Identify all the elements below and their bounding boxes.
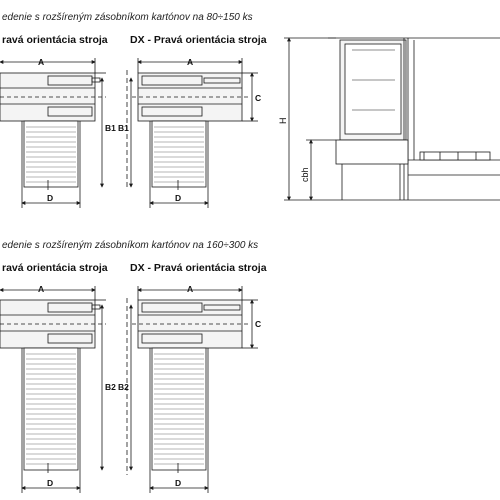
side-dim-cbh: cbh: [300, 167, 310, 182]
section-1-left-heading: ravá orientácia stroja: [2, 34, 108, 46]
section-2-left-heading: ravá orientácia stroja: [2, 262, 108, 274]
s2-left-dim-b2: B2: [105, 382, 116, 392]
s2-right-dim-a: A: [187, 284, 194, 294]
s2-right-dim-c: C: [255, 319, 262, 329]
section-2-right-heading: DX - Pravá orientácia stroja: [130, 262, 267, 274]
s1-right-dim-a: A: [187, 57, 194, 67]
section-2-caption: edenie s rozšíreným zásobníkom kartónov na 160÷300 ks: [2, 240, 259, 251]
section-1-left-view: [0, 58, 106, 208]
section-1-right-heading: DX - Pravá orientácia stroja: [130, 34, 267, 46]
s1-right-dim-d: D: [175, 193, 182, 203]
s1-right-dim-c: C: [255, 93, 262, 103]
section-1-caption: edenie s rozšíreným zásobníkom kartónov na 80÷150 ks: [2, 12, 253, 23]
side-dim-h: H: [278, 117, 288, 124]
section-2-right-view: [127, 286, 258, 493]
section-1-right-view: [127, 58, 258, 208]
s1-left-dim-a: A: [38, 57, 45, 67]
s1-right-dim-b1: B1: [118, 123, 129, 133]
section-2-left-view: [0, 286, 106, 493]
s1-left-dim-b1: B1: [105, 123, 116, 133]
s2-left-dim-a: A: [38, 284, 45, 294]
s1-left-dim-d: D: [47, 193, 54, 203]
s2-right-dim-b2: B2: [118, 382, 129, 392]
side-view: [284, 38, 500, 200]
s2-right-dim-d: D: [175, 478, 182, 488]
s2-left-dim-d: D: [47, 478, 54, 488]
